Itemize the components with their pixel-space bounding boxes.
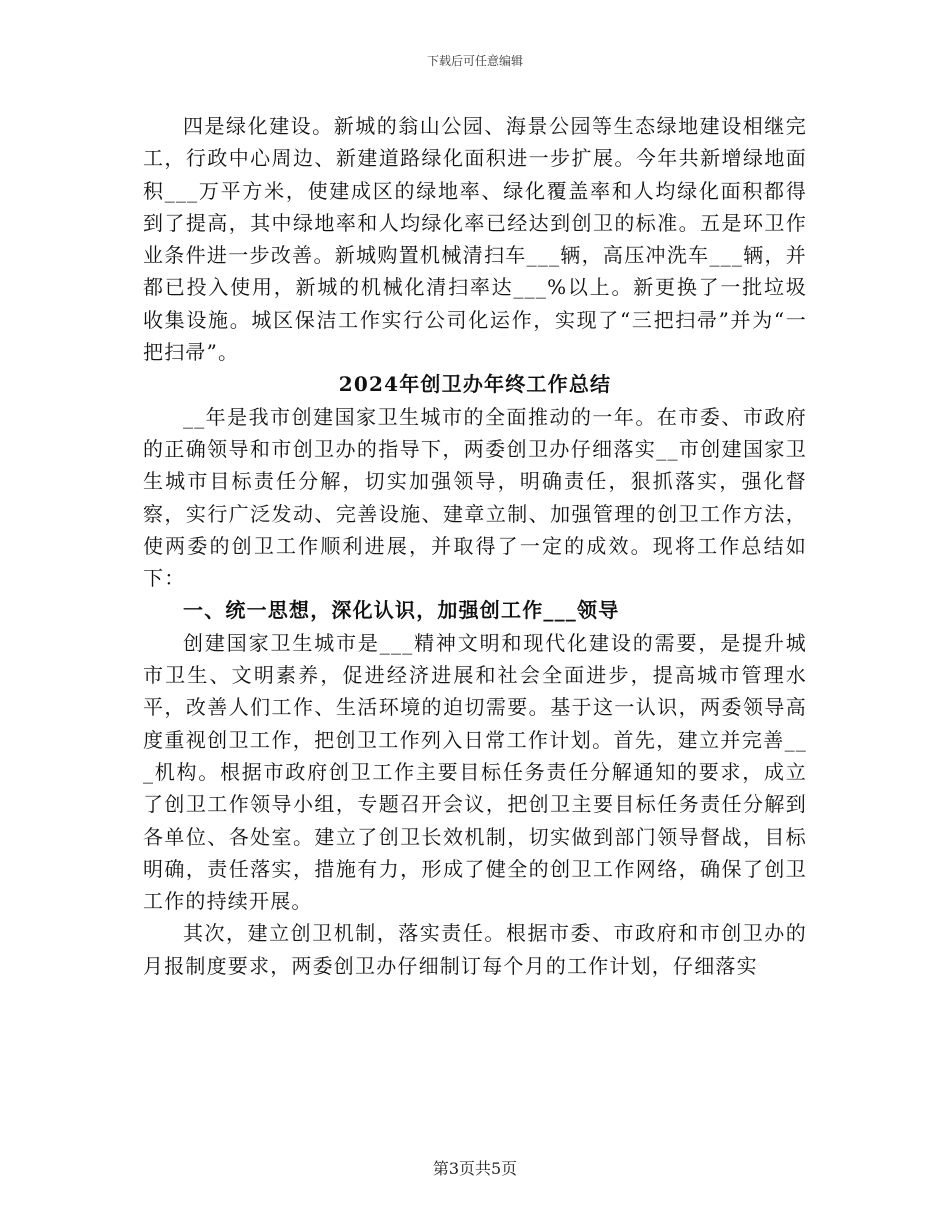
- document-body: [143, 110, 807, 982]
- page-header: 下载后可任意编辑: [426, 54, 523, 68]
- paragraph-intro: __年是我市创建国家卫生城市的全面推动的一年。在市委、市政府的正确领导和市创卫办的指导下，两委创卫办仔细落实__市创建国家卫生城市目标责任分解，切实加强领导，明确责任，狠抓落实，强化督察，实行广泛发动、完善设施、建章立制、加强管理的创卫工作方法，使两委的创卫工作顺利进展，并取得了一定的成效。现将工作总结如下：: [143, 404, 807, 591]
- page-footer: 第3页共5页: [432, 1159, 518, 1178]
- paragraph-section-1: 创建国家卫生城市是___精神文明和现代化建设的需要，是提升城市卫生、文明素养，促进经济进展和社会全面进步，提高城市管理水平，改善人们工作、生活环境的迫切需要。基于这一认识，两委领导高度重视创卫工作，把创卫工作列入日常工作计划。首先，建立并完善___机构。根据市政府创卫工作主要目标任务责任分解通知的要求，成立了创卫工作领导小组，专题召开会议，把创卫主要目标任务责任分解到各单位、各处室。建立了创卫长效机制，切实做到部门领导督战，目标明确，责任落实，措施有力，形成了健全的创卫工作网络，确保了创卫工作的持续开展。: [143, 630, 807, 914]
- document-title: 2024年创卫办年终工作总结: [338, 372, 612, 397]
- section-heading-1: 一、统一思想，深化认识，加强创工作___领导: [183, 598, 620, 623]
- paragraph-greening: 四是绿化建设。新城的翁山公园、海景公园等生态绿地建设相继完工，行政中心周边、新建道路绿化面积进一步扩展。今年共新增绿地面积___万平方米，使建成区的绿地率、绿化覆盖率和人均绿化面积都得到了提高，其中绿地率和人均绿化率已经达到创卫的标准。五是环卫作业条件进一步改善。新城购置机械清扫车___辆，高压冲洗车___辆，并都已投入使用，新城的机械化清扫率达___%以上。新更换了一批垃圾收集设施。城区保洁工作实行公司化运作，实现了“三把扫帚”并为“一把扫帚”。: [143, 114, 807, 365]
- paragraph-mechanism: 其次，建立创卫机制，落实责任。根据市委、市政府和市创卫办的月报制度要求，两委创卫办仔细制订每个月的工作计划，仔细落实: [143, 921, 807, 978]
